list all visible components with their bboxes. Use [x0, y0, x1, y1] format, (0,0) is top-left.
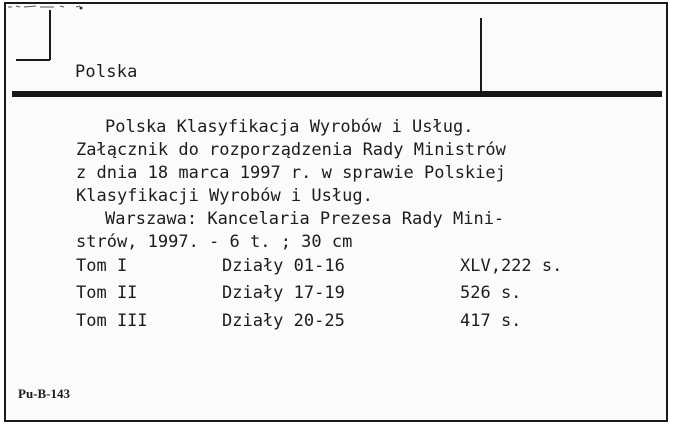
volume-sections: Działy 17-19: [222, 283, 345, 303]
description-line-1: Polska Klasyfikacja Wyrobów i Usług.: [105, 117, 474, 137]
volume-sections: Działy 20-25: [222, 311, 345, 331]
volume-name: Tom I: [76, 256, 128, 276]
volume-pages: 526 s.: [460, 283, 522, 303]
description-line-3: z dnia 18 marca 1997 r. w sprawie Polskiej: [76, 163, 506, 183]
publication-line-2: strów, 1997. - 6 t. ; 30 cm: [76, 232, 353, 252]
publication-line-1: Warszawa: Kancelaria Prezesa Rady Mini-: [105, 209, 505, 229]
vertical-divider: [480, 18, 482, 94]
volume-pages: XLV,222 s.: [460, 256, 563, 276]
ink-scribble-mark: [6, 4, 86, 12]
card-heading: Polska: [75, 62, 138, 82]
volume-sections: Działy 01-16: [222, 256, 345, 276]
description-line-4: Klasyfikacji Wyrobów i Usług.: [76, 186, 373, 206]
corner-bracket-mark: [14, 8, 54, 66]
shelfmark-stamp: Pu-B-143: [18, 386, 70, 401]
catalog-card: [4, 2, 668, 422]
horizontal-rule: [12, 91, 662, 97]
volume-name: Tom II: [76, 283, 138, 303]
description-line-2: Załącznik do rozporządzenia Rady Ministrów: [76, 140, 506, 160]
volume-name: Tom III: [76, 311, 148, 331]
volume-pages: 417 s.: [460, 311, 522, 331]
